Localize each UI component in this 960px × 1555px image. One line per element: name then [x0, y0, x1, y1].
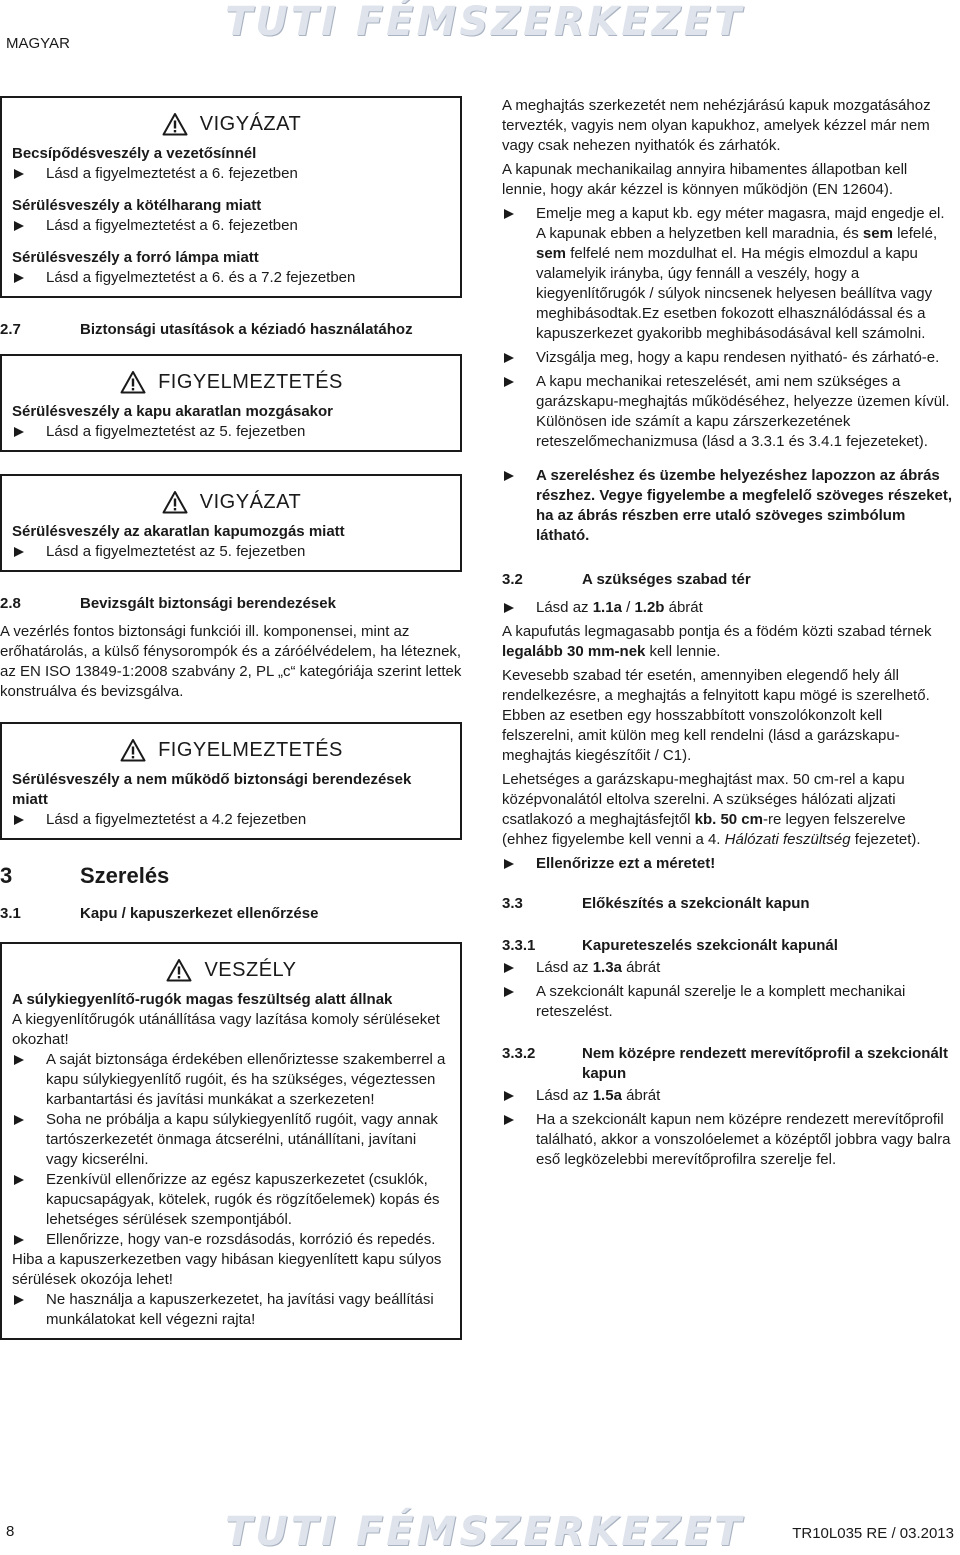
- caution-box-3: [0, 474, 462, 572]
- note-emphasis: sem: [862, 225, 893, 242]
- bullet-item-bold: Ellenőrizze ezt a méretet!: [502, 854, 954, 874]
- text: ábrát: [621, 1087, 661, 1104]
- bullet-note: [502, 224, 954, 344]
- text: -re legyen felszerelve (ehhez figyelembe kell venni a 4.: [502, 811, 906, 848]
- warning-triangle-icon: [166, 958, 192, 982]
- text: /: [621, 599, 635, 616]
- section-heading-3-3-2: [502, 1044, 954, 1084]
- bullet-item: [502, 958, 954, 978]
- bullet-item: Lásd a figyelmeztetést az 5. fejezetben: [12, 422, 451, 442]
- note-text: lefelé,: [892, 225, 938, 242]
- body-paragraph: A meghajtás szerkezetét nem nehézjárású kapuk mozgatásához tervezték, vagyis nem olyan kapukhoz, amelyek kézzel már nem vagy csak nehezen nyithatók és zárhatók.: [502, 97, 931, 154]
- section-number: 3.3.1: [502, 937, 536, 954]
- box-heading: [12, 368, 451, 396]
- section-number: 3.3.2: [502, 1045, 536, 1062]
- box-title: FIGYELMEZTETÉS: [158, 739, 343, 761]
- hazard-heading: Sérülésveszély a forró lámpa miatt: [12, 249, 259, 266]
- section-heading-2-8: [0, 594, 462, 614]
- text: fejezetet).: [850, 831, 921, 848]
- body-paragraph: A kapunak mechanikailag annyira hibamentes állapotban kell lennie, hogy akár kézzel is könnyen működjön (EN 12604).: [502, 161, 908, 198]
- hazard-heading: Sérülésveszély a kötélharang miatt: [12, 197, 262, 214]
- right-column: [502, 96, 954, 1170]
- emphasis: kb. 50 cm: [694, 811, 763, 828]
- bullet-item: Emelje meg a kaput kb. egy méter magasra, majd engedje el.: [502, 204, 954, 224]
- warning-triangle-icon: [120, 738, 146, 762]
- text: kell lennie.: [645, 643, 721, 660]
- box-title: VIGYÁZAT: [199, 113, 302, 135]
- text: Lásd az: [536, 1087, 593, 1104]
- warning-box-4: [0, 722, 462, 840]
- bullet-item: A saját biztonsága érdekében ellenőriztesse szakemberrel a kapu súlykiegyenlítő rugóit, és ha szükséges, végeztessen karbantartási és javítási munkákat a szerkezeten!: [12, 1050, 451, 1110]
- bullet-item: Lásd a figyelmeztetést a 6. fejezetben: [12, 216, 451, 236]
- box-heading: [12, 736, 451, 764]
- document-code: TR10L035 RE / 03.2013: [792, 1525, 954, 1542]
- danger-box-5: [0, 942, 462, 1340]
- section-title: Nem középre rendezett merevítőprofil a szekcionált kapun: [582, 1045, 948, 1082]
- box-heading: [12, 488, 451, 516]
- section-number: 3.3: [502, 895, 523, 912]
- bullet-item: Ezenkívül ellenőrizze az egész kapuszerkezetet (csuklók, kapucsapágyak, kötelek, rugók és rögzítőelemek) kopás és lehetséges sérülések szempontjából.: [12, 1170, 451, 1230]
- bullet-item: Lásd a figyelmeztetést a 6. fejezetben: [12, 164, 451, 184]
- text: Lásd az: [536, 959, 593, 976]
- bullet-item: Lásd a figyelmeztetést az 5. fejezetben: [12, 542, 451, 562]
- hazard-heading: Sérülésveszély az akaratlan kapumozgás miatt: [12, 523, 345, 540]
- section-heading-2-7: [0, 320, 462, 340]
- bullet-item: [502, 1086, 954, 1106]
- figure-ref: 1.5a: [592, 1087, 622, 1104]
- hazard-heading: Becsípődésveszély a vezetősínnél: [12, 145, 257, 162]
- left-column: [0, 96, 462, 1362]
- text: ábrát: [621, 959, 661, 976]
- chapter-number: 3: [0, 863, 13, 888]
- bullet-item: Vizsgálja meg, hogy a kapu rendesen nyitható- és zárható-e.: [502, 348, 954, 368]
- bullet-item: Ellenőrizze, hogy van-e rozsdásodás, korrózió és repedés.: [12, 1230, 451, 1250]
- section-heading-3-2: [502, 570, 954, 590]
- section-heading-3-3-1: [502, 936, 954, 956]
- text: A kapufutás legmagasabb pontja és a födém közti szabad térnek: [502, 623, 932, 640]
- section-title: Kapureteszelés szekcionált kapunál: [582, 937, 838, 954]
- figure-ref: 1.1a: [592, 599, 622, 616]
- bullet-item: Ha a szekcionált kapun nem középre rendezett merevítőprofil található, akkor a vonszolóelemet a középtől jobbra vagy balra eső legközelebbi merevítőprofilra szerelje fel.: [502, 1110, 954, 1170]
- body-paragraph: Kevesebb szabad tér esetén, amennyiben elegendő hely áll rendelkezésre, a meghajtás a felnyitott kapu mögé is szerelhető. Ebben az esetben egy hosszabbított vonszolókonzolt kell felszerelni, amit külön meg kell rendelni (lásd a garázskapu-meghajtás kiegészítőit / C1).: [502, 667, 930, 764]
- caution-box-1: [0, 96, 462, 298]
- note-text: felfelé nem mozdulhat el. Ha mégis elmozdul a kapu valamelyik irányba, úgy fennáll a veszély, hogy a kiegyenlítőrugók / súlyok nincsenek helyesen beállítva vagy meghibásodtak.Ez esetben fokozott elhasználódással és a kapuszerkezet gyakoribb meghibásodásával kell számolni.: [536, 245, 933, 342]
- bullet-item: Ne használja a kapuszerkezetet, ha javítási vagy beállítási munkálatokat kell végezni rajta!: [12, 1290, 451, 1330]
- section-heading-3-1: [0, 904, 462, 924]
- hazard-heading: Sérülésveszély a nem működő biztonsági berendezések miatt: [12, 771, 412, 808]
- emphasis: legalább 30 mm-nek: [502, 643, 646, 660]
- text: ábrát: [664, 599, 703, 616]
- note-text: A kapunak ebben a helyzetben kell maradnia, és: [536, 225, 863, 242]
- section-number: 2.7: [0, 321, 21, 338]
- body-paragraph: [502, 622, 954, 662]
- italic-ref: Hálózati feszültség: [724, 831, 851, 848]
- bullet-item: [502, 598, 954, 618]
- section-number: 3.2: [502, 571, 523, 588]
- section-title: A szükséges szabad tér: [582, 571, 751, 588]
- section-title: Kapu / kapuszerkezet ellenőrzése: [80, 905, 319, 922]
- bullet-item: A szekcionált kapunál szerelje le a komplett mechanikai reteszelést.: [502, 982, 954, 1022]
- box-title: VESZÉLY: [204, 959, 297, 981]
- figure-ref: 1.3a: [592, 959, 622, 976]
- section-title: Biztonsági utasítások a kéziadó használatához: [80, 321, 413, 338]
- chapter-heading-3: [0, 862, 462, 890]
- figure-ref: 1.2b: [634, 599, 665, 616]
- warning-triangle-icon: [162, 490, 188, 514]
- section-title: Bevizsgált biztonsági berendezések: [80, 595, 336, 612]
- warning-triangle-icon: [162, 112, 188, 136]
- warning-box-2: [0, 354, 462, 452]
- section-number: 3.1: [0, 905, 21, 922]
- section-number: 2.8: [0, 595, 21, 612]
- chapter-title: Szerelés: [80, 863, 170, 888]
- warning-triangle-icon: [120, 370, 146, 394]
- text: Lásd az: [536, 599, 593, 616]
- watermark-top: TUTI FÉMSZERKEZET: [225, 0, 745, 45]
- hazard-heading: Sérülésveszély a kapu akaratlan mozgásakor: [12, 403, 334, 420]
- bullet-item: Soha ne próbálja a kapu súlykiegyenlítő rugóit, vagy annak tartószerkezetét önmaga átcserélni, utánállítani, javítani vagy kicserélni.: [12, 1110, 451, 1170]
- language-label: MAGYAR: [6, 35, 70, 52]
- box-heading: [12, 956, 451, 984]
- note-emphasis: sem: [536, 245, 567, 262]
- box-title: FIGYELMEZTETÉS: [158, 371, 343, 393]
- bullet-item: A kapu mechanikai reteszelését, ami nem szükséges a garázskapu-meghajtás működéséhez, helyezze üzemen kívül. Különösen ide számít a kapu zárszerkezetének reteszelőmechanizmusa (lásd a 3.3.1 és 3.4.1 fejezeteket).: [502, 372, 954, 452]
- text: Lehetséges a garázskapu-meghajtást max. 50 cm-rel a kapu középvonalától eltolva szerelni. A szükséges hálózati aljzati csatlakozó a meghajtásfejtől: [502, 771, 905, 828]
- bullet-item-bold: A szereléshez és üzembe helyezéshez lapozzon az ábrás részhez. Vegye figyelembe a megfelelő szöveges részeket, ha az ábrás részben erre utaló szöveges szimbólum látható.: [502, 466, 954, 546]
- section-heading-3-3: [502, 894, 954, 914]
- body-paragraph: Hiba a kapuszerkezetben vagy hibásan kiegyenlített kapu súlyos sérülések okozója lehet!: [12, 1251, 442, 1288]
- hazard-heading: A súlykiegyenlítő-rugók magas feszültség alatt állnak: [12, 991, 393, 1008]
- body-paragraph: A vezérlés fontos biztonsági funkciói ill. komponensei, mint az erőhatárolás, a külső fénysorompók és a záróélvédelem, ha léteznek, az EN ISO 13849-1:2008 szabvány 2, PL „c“ kategóriája szerint lettek konstruálva és bevizsgálva.: [0, 623, 462, 700]
- bullet-item: Lásd a figyelmeztetést a 4.2 fejezetben: [12, 810, 451, 830]
- body-paragraph: A kiegyenlítőrugók utánállítása vagy lazítása komoly sérüléseket okozhat!: [12, 1011, 440, 1048]
- watermark-bottom: TUTI FÉMSZERKEZET: [225, 1509, 745, 1555]
- section-title: Előkészítés a szekcionált kapun: [582, 895, 810, 912]
- bullet-item: Lásd a figyelmeztetést a 6. és a 7.2 fejezetben: [12, 268, 451, 288]
- box-heading: [12, 110, 451, 138]
- box-title: VIGYÁZAT: [199, 491, 302, 513]
- page-number: 8: [6, 1523, 15, 1540]
- body-paragraph: [502, 770, 954, 850]
